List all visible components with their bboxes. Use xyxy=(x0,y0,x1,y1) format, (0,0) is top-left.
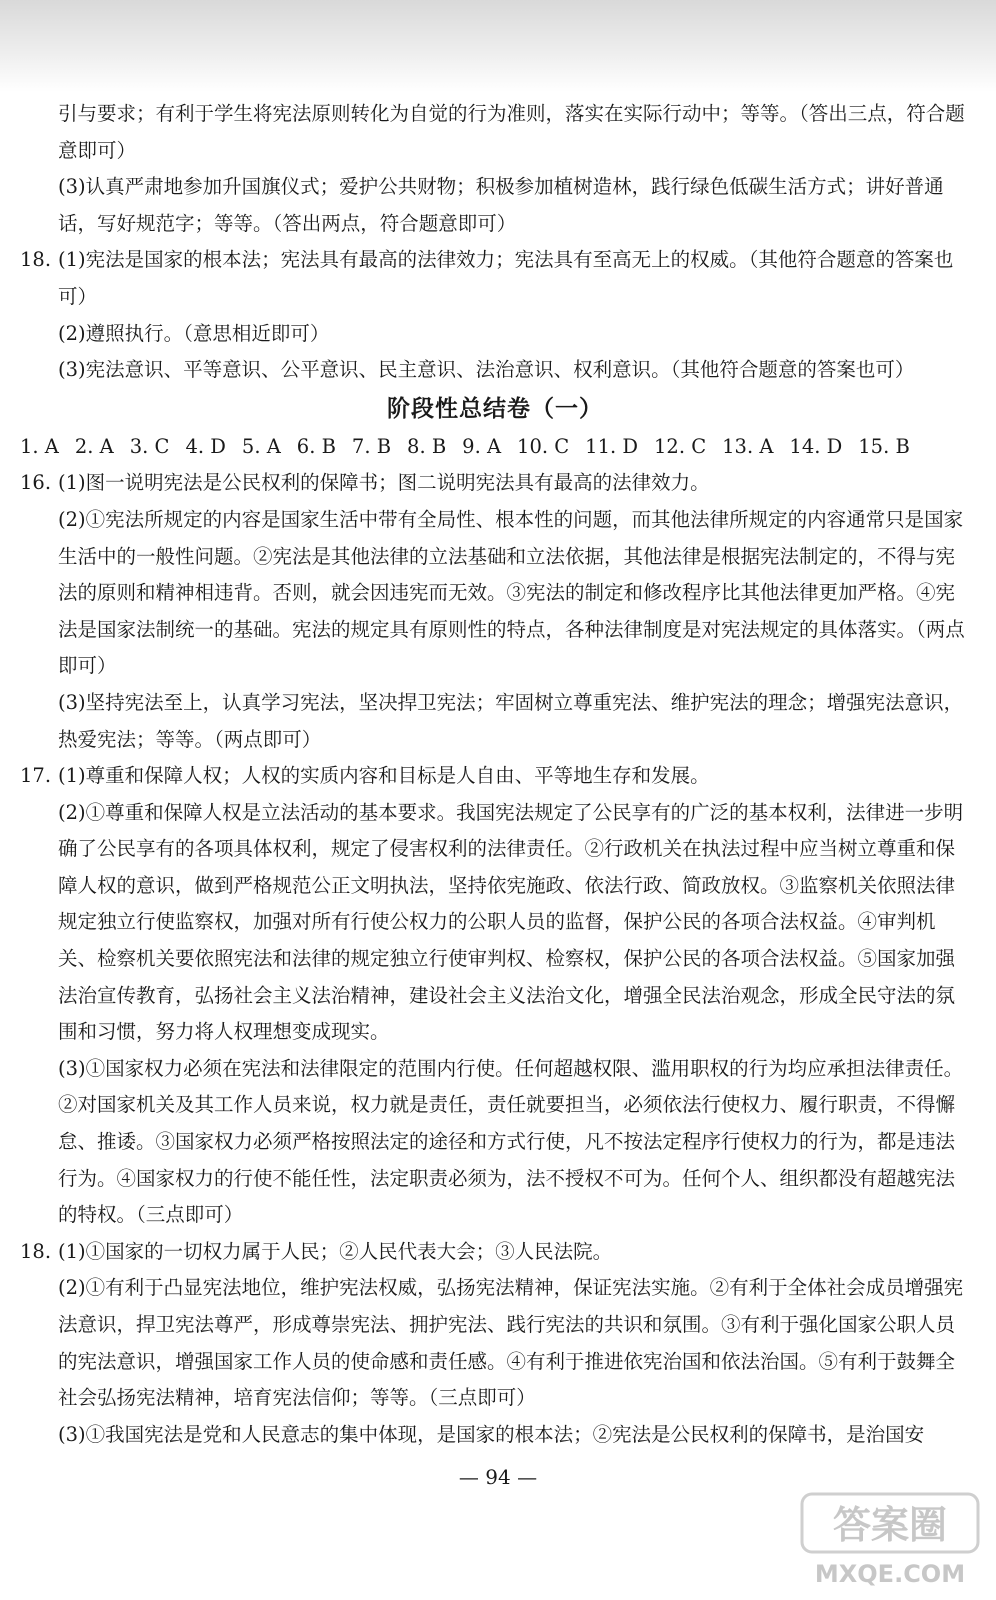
question-number: 16. xyxy=(20,471,52,495)
mc-answer: 13. A xyxy=(722,434,774,458)
watermark-text-url: MXQE.COM xyxy=(814,1560,966,1588)
question-18a xyxy=(20,242,970,388)
mc-answer: 10. C xyxy=(517,434,570,458)
q17-part1: (1)尊重和保障人权；人权的实质内容和目标是人自由、平等地生存和发展。 xyxy=(58,764,710,788)
mc-answer: 3. C xyxy=(129,434,170,458)
q18a-part3: (3)宪法意识、平等意识、公平意识、民主意识、法治意识、权利意识。（其他符合题意的答案也可） xyxy=(58,358,915,382)
question-number: 18. xyxy=(20,248,52,272)
mc-answer: 11. D xyxy=(585,434,639,458)
q16-part2: (2)①宪法所规定的内容是国家生活中带有全局性、根本性的问题，而其他法律所规定的内容通常只是国家生活中的一般性问题。②宪法是其他法律的立法基础和立法依据，其他法律是根据宪法制定的，不得与宪法的原则和精神相违背。否则，就会因违宪而无效。③宪法的制定和修改程序比其他法律更加严格。④宪法是国家法制统一的基础。宪法的规定具有原则性的特点，各种法律制度是对宪法规定的具体落实。（两点即可） xyxy=(58,507,965,678)
mc-answer: 5. A xyxy=(241,434,281,458)
mc-answer: 12. C xyxy=(654,434,707,458)
q18b-part3: (3)①我国宪法是党和人民意志的集中体现，是国家的根本法；②宪法是公民权利的保障书，是治国安 xyxy=(58,1422,925,1446)
mc-answer: 4. D xyxy=(185,434,226,458)
question-17 xyxy=(20,758,970,1234)
mc-answer: 9. A xyxy=(462,434,502,458)
question-18b xyxy=(20,1234,970,1454)
section-title: 阶段性总结卷（一） xyxy=(387,394,603,422)
q16-part3: (3)坚持宪法至上，认真学习宪法，坚决捍卫宪法；牢固树立尊重宪法、维护宪法的理念；增强宪法意识，热爱宪法；等等。（两点即可） xyxy=(58,690,964,751)
answer-content xyxy=(20,96,970,1453)
intro-line1: 引与要求；有利于学生将宪法原则转化为自觉的行为准则，落实在实际行动中；等等。（答出三点，符合题意即可） xyxy=(58,102,965,162)
mc-answer: 8. B xyxy=(407,434,447,458)
question-number: 18. xyxy=(20,1239,52,1263)
mc-answer: 6. B xyxy=(296,434,336,458)
mc-answer: 14. D xyxy=(789,434,843,458)
question-number: 17. xyxy=(20,764,52,788)
q18a-part2: (2)遵照执行。（意思相近即可） xyxy=(58,321,330,345)
q17-part2: (2)①尊重和保障人权是立法活动的基本要求。我国宪法规定了公民享有的广泛的基本权利，法律进一步明确了公民享有的各项具体权利，规定了侵害权利的法律责任。②行政机关在执法过程中应当树立尊重和保障人权的意识，做到严格规范公正文明执法，坚持依宪施政、依法行政、简政放权。③监察机关依照法律规定独立行使监察权，加强对所有行使公权力的公职人员的监督，保护公民的各项合法权益。④审判机关、检察机关要依照宪法和法律的规定独立行使审判权、检察权，保护公民的各项合法权益。⑤国家加强法治宣传教育，弘扬社会主义法治精神，建设社会主义法治文化，增强全民法治观念，形成全民守法的氛围和习惯，努力将人权理想变成现实。 xyxy=(58,800,964,1044)
q18b-part2: (2)①有利于凸显宪法地位，维护宪法权威，弘扬宪法精神，保证宪法实施。②有利于全体社会成员增强宪法意识，捍卫宪法尊严，形成尊崇宪法、拥护宪法、践行宪法的共识和氛围。③有利于强化国家公职人员的宪法意识，增强国家工作人员的使命感和责任感。④有利于推进依宪治国和依法治国。⑤有利于鼓舞全社会弘扬宪法精神，培育宪法信仰；等等。（三点即可） xyxy=(58,1276,964,1410)
scan-top-shadow xyxy=(0,0,996,92)
q18a-part1: (1)宪法是国家的根本法；宪法具有最高的法律效力；宪法具有至高无上的权威。（其他符合题意的答案也可） xyxy=(58,248,954,308)
mc-answer: 15. B xyxy=(858,434,910,458)
multiple-choice-answers xyxy=(20,429,970,466)
page-number: — 94 — xyxy=(458,1465,538,1489)
intro-p3: (3)认真严肃地参加升国旗仪式；爱护公共财物；积极参加植树造林，践行绿色低碳生活方式；讲好普通话，写好规范字；等等。（答出两点，符合题意即可） xyxy=(58,175,944,235)
mc-answer: 2. A xyxy=(74,434,114,458)
q17-part3: (3)①国家权力必须在宪法和法律限定的范围内行使。任何超越权限、滥用职权的行为均应承担法律责任。②对国家机关及其工作人员来说，权力就是责任，责任就要担当，必须依法行使权力、履行职责，不得懈怠、推诿。③国家权力必须严格按照法定的途径和方式行使，凡不按法定程序行使权力的行为，都是违法行为。④国家权力的行使不能任性，法定职责必须为，法不授权不可为。任何个人、组织都没有超越宪法的特权。（三点即可） xyxy=(58,1056,964,1227)
q18b-part1: (1)①国家的一切权力属于人民；②人民代表大会；③人民法院。 xyxy=(58,1239,613,1263)
q16-part1: (1)图一说明宪法是公民权利的保障书；图二说明宪法具有最高的法律效力。 xyxy=(58,471,710,495)
watermark-logo xyxy=(800,1490,980,1590)
question-16 xyxy=(20,465,970,758)
mc-answer: 7. B xyxy=(351,434,392,458)
mc-answer: 1. A xyxy=(20,434,59,458)
watermark-text-cn: 答案圈 xyxy=(832,1503,948,1547)
